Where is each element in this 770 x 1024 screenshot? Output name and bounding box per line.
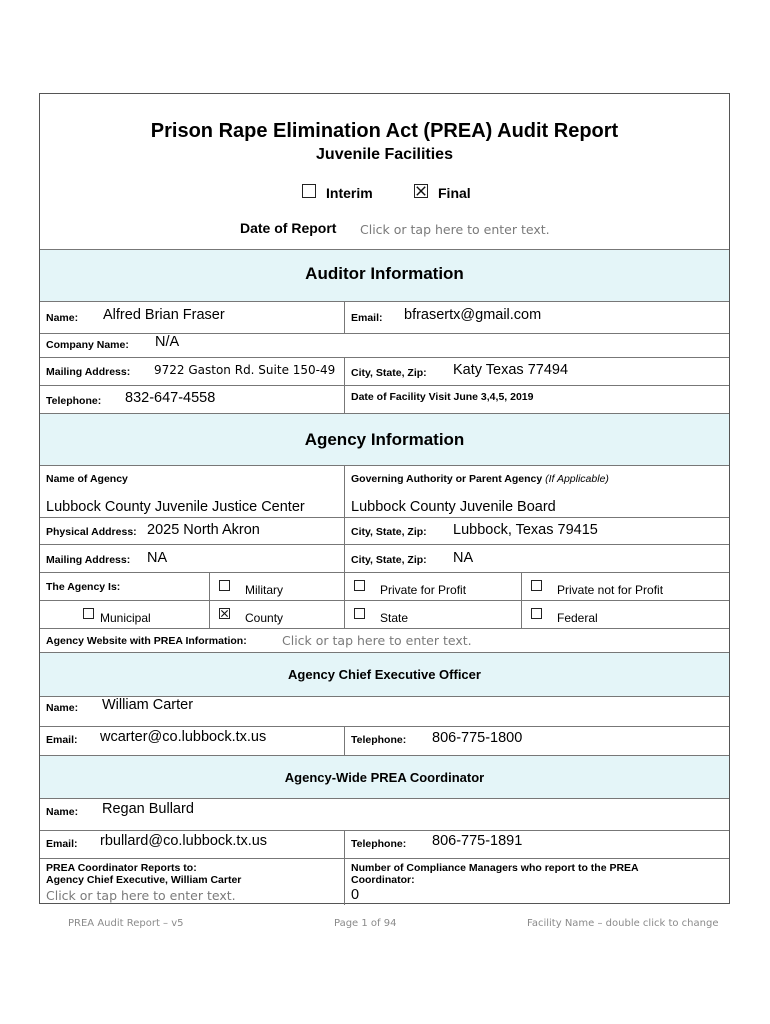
check-x-icon — [415, 185, 427, 197]
auditor-csz-value[interactable]: Katy Texas 77494 — [453, 362, 569, 378]
private-not-for-profit-checkbox[interactable] — [531, 580, 542, 591]
federal-checkbox[interactable] — [531, 608, 542, 619]
coordinator-phone-label: Telephone: — [351, 838, 407, 850]
agency-is-label: The Agency Is: — [46, 581, 121, 593]
footer-version: PREA Audit Report – v5 — [68, 918, 184, 929]
physical-address-label: Physical Address: — [46, 526, 137, 538]
reports-to-field[interactable]: Click or tap here to enter text. — [46, 888, 236, 903]
compliance-managers-label: Number of Compliance Managers who report to the PREA — [351, 862, 639, 874]
report-subtitle: Juvenile Facilities — [316, 146, 453, 163]
auditor-name-value[interactable]: Alfred Brian Fraser — [103, 307, 225, 323]
ceo-section-title: Agency Chief Executive Officer — [288, 667, 481, 682]
agency-name-label: Name of Agency — [46, 473, 128, 485]
agency-website-field[interactable]: Click or tap here to enter text. — [282, 633, 472, 648]
coordinator-email-label: Email: — [46, 838, 78, 850]
auditor-phone-value[interactable]: 832-647-4558 — [125, 390, 216, 406]
private-not-for-profit-label: Private not for Profit — [557, 583, 664, 597]
facility-visit-date[interactable]: Date of Facility Visit June 3,4,5, 2019 — [351, 391, 534, 403]
agency-csz2-value[interactable]: NA — [453, 550, 474, 566]
final-label: Final — [438, 185, 471, 201]
governing-authority-value[interactable]: Lubbock County Juvenile Board — [351, 499, 556, 515]
agency-mailing-label: Mailing Address: — [46, 554, 131, 566]
audit-report-form — [39, 93, 730, 904]
ceo-phone-label: Telephone: — [351, 734, 407, 746]
reports-to-value[interactable]: Agency Chief Executive, William Carter — [46, 874, 242, 886]
state-label: State — [380, 611, 409, 625]
agency-name-value[interactable]: Lubbock County Juvenile Justice Center — [46, 499, 305, 515]
municipal-label: Municipal — [100, 611, 151, 625]
compliance-managers-label-2: Coordinator: — [351, 874, 415, 886]
auditor-company-value[interactable]: N/A — [155, 334, 180, 350]
auditor-phone-label: Telephone: — [46, 395, 102, 407]
auditor-csz-label: City, State, Zip: — [351, 367, 427, 379]
agency-section-title: Agency Information — [304, 430, 465, 449]
interim-checkbox[interactable] — [302, 184, 316, 198]
auditor-email-value[interactable]: bfrasertx@gmail.com — [404, 307, 542, 323]
report-title: Prison Rape Elimination Act (PREA) Audit Report — [150, 120, 619, 142]
military-label: Military — [245, 583, 283, 597]
agency-website-label: Agency Website with PREA Information: — [46, 635, 247, 647]
footer-facility-name[interactable]: Facility Name – double click to change — [527, 918, 719, 929]
check-x-icon — [220, 609, 229, 618]
coordinator-phone-value[interactable]: 806-775-1891 — [432, 833, 523, 849]
ceo-phone-value[interactable]: 806-775-1800 — [432, 730, 523, 746]
date-of-report-field[interactable]: Click or tap here to enter text. — [360, 222, 550, 237]
coordinator-email-value[interactable]: rbullard@co.lubbock.tx.us — [100, 833, 268, 849]
ceo-email-label: Email: — [46, 734, 78, 746]
agency-csz2-label: City, State, Zip: — [351, 554, 427, 566]
county-label: County — [245, 611, 284, 625]
coordinator-section-title: Agency-Wide PREA Coordinator — [284, 770, 485, 785]
auditor-mailing-value[interactable]: 9722 Gaston Rd. Suite 150-49 — [154, 363, 336, 377]
governing-authority-label: Governing Authority or Parent Agency (If Applicable) — [351, 473, 609, 485]
date-of-report-label: Date of Report — [240, 220, 337, 236]
auditor-mailing-label: Mailing Address: — [46, 366, 131, 378]
military-checkbox[interactable] — [219, 580, 230, 591]
auditor-section-title: Auditor Information — [305, 264, 464, 283]
municipal-checkbox[interactable] — [83, 608, 94, 619]
final-checkbox[interactable] — [414, 184, 428, 198]
reports-to-label: PREA Coordinator Reports to: — [46, 862, 197, 874]
footer-page-number: Page 1 of 94 — [334, 918, 397, 929]
interim-label: Interim — [326, 185, 373, 201]
auditor-name-label: Name: — [46, 312, 79, 324]
compliance-managers-count[interactable]: 0 — [351, 887, 360, 903]
ceo-name-label: Name: — [46, 702, 79, 714]
private-for-profit-checkbox[interactable] — [354, 580, 365, 591]
county-checkbox[interactable] — [219, 608, 230, 619]
auditor-email-label: Email: — [351, 312, 383, 324]
physical-address-value[interactable]: 2025 North Akron — [147, 522, 260, 538]
state-checkbox[interactable] — [354, 608, 365, 619]
agency-mailing-value[interactable]: NA — [147, 550, 168, 566]
federal-label: Federal — [557, 611, 598, 625]
agency-csz-value[interactable]: Lubbock, Texas 79415 — [453, 522, 598, 538]
ceo-name-value[interactable]: William Carter — [102, 697, 194, 713]
private-for-profit-label: Private for Profit — [380, 583, 467, 597]
auditor-company-label: Company Name: — [46, 339, 129, 351]
agency-csz-label: City, State, Zip: — [351, 526, 427, 538]
coordinator-name-label: Name: — [46, 806, 79, 818]
ceo-email-value[interactable]: wcarter@co.lubbock.tx.us — [100, 729, 267, 745]
coordinator-name-value[interactable]: Regan Bullard — [102, 801, 194, 817]
